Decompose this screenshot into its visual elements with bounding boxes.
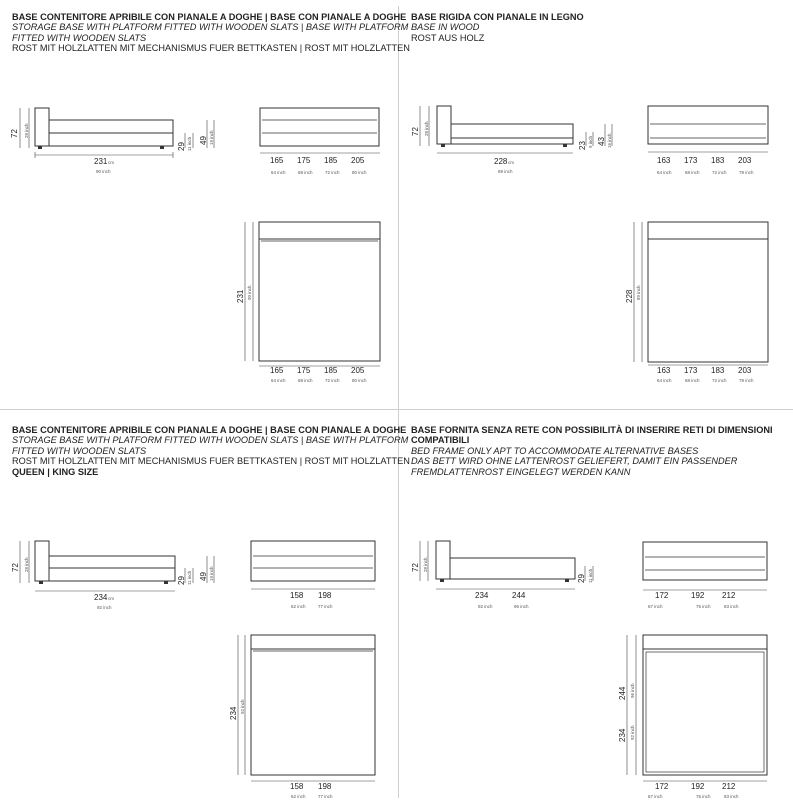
q3-plan-width-in-0: 62 inch [291,794,306,799]
q1-plan-width-in-2: 72 inch [325,378,340,383]
q1-title-en-1: STORAGE BASE WITH PLATFORM FITTED WITH WOODEN SLATS | BASE WITH PLATFORM [12,22,409,33]
q2-title-de: ROST AUS HOLZ [411,32,485,43]
q1-length-label: 231 [94,157,108,166]
q1-plan-width-2: 185 [324,366,338,375]
q4-height-label: 72 [411,563,420,572]
q2-hmid-label: 43 [597,137,606,146]
q1-hlow-inch: 11 inch [187,136,192,151]
q3-width-1: 198 [318,591,332,600]
q2-height-label: 72 [411,127,420,136]
q2-plan-width-in-3: 79 inch [739,378,754,383]
q3-height-label: 72 [11,563,20,572]
q1-plan-width-in-1: 68 inch [298,378,313,383]
q1-title-de: ROST MIT HOLZLATTEN MIT MECHANISMUS FUER BETTKASTEN | ROST MIT HOLZLATTEN [12,43,410,54]
svg-text:cm: cm [108,596,114,601]
q3-side-view [11,541,214,610]
svg-text:cm: cm [108,160,114,165]
svg-text:cm: cm [508,160,514,165]
q4-width-2: 212 [722,591,736,600]
q2-width-1: 173 [684,156,698,165]
q4-length-1: 244 [512,591,526,600]
q2-title-block [411,12,584,43]
q4-plan-width-in-1: 75 inch [696,794,711,799]
q1-plan-width-0: 165 [270,366,284,375]
q1-plan-width-3: 205 [351,366,365,375]
q1-plan-width-1: 175 [297,366,311,375]
q3-hlow-inch: 11 inch [187,570,192,585]
q2-width-3: 203 [738,156,752,165]
q2-width-in-3: 79 inch [739,170,754,175]
q4-width-in-1: 75 inch [696,604,711,609]
q3-plan-width-1: 198 [318,782,332,791]
q3-hlow-label: 29 [177,576,186,585]
q2-plan-width-0: 163 [657,366,671,375]
q2-plan-width-in-2: 72 inch [712,378,727,383]
q2-height-inch: 28 inch [424,121,429,136]
q2-plan-length: 228 [625,289,634,303]
q1-front-view [260,108,380,175]
q3-plan-length: 234 [229,706,238,720]
q3-title-en-1: STORAGE BASE WITH PLATFORM FITTED WITH WOODEN SLATS | BASE WITH PLATFORM [12,435,409,446]
q4-front-view [643,542,767,609]
q3-title-en-2: FITTED WITH WOODEN SLATS [12,445,147,456]
q2-width-0: 163 [657,156,671,165]
q4-plan-width-2: 212 [722,782,736,791]
q1-width-0: 165 [270,156,284,165]
q4-hlow-label: 29 [577,574,586,583]
q3-height-inch: 28 inch [24,557,29,572]
q4-length-0: 234 [475,591,489,600]
q1-title-it: BASE CONTENITORE APRIBILE CON PIANALE A DOGHE | BASE CON PIANALE A DOGHE [12,12,407,22]
q4-plan-width-in-0: 67 inch [648,794,663,799]
q4-plan-length-in-1: 92 inch [630,725,635,740]
q2-width-2: 183 [711,156,725,165]
q1-hmid-label: 49 [199,136,208,145]
q1-width-3: 205 [351,156,365,165]
q4-title-en: BED FRAME ONLY APT TO ACCOMMODATE ALTERNATIVE BASES [411,445,699,456]
q2-plan-width-2: 183 [711,366,725,375]
q3-title-it: BASE CONTENITORE APRIBILE CON PIANALE A DOGHE | BASE CON PIANALE A DOGHE [12,425,407,435]
q1-width-2: 185 [324,156,338,165]
q3-title-size: QUEEN | KING SIZE [12,466,99,477]
q4-hlow-inch: 11 inch [588,568,593,583]
q2-title-it: BASE RIGIDA CON PIANALE IN LEGNO [411,12,584,22]
q1-width-1: 175 [297,156,311,165]
q3-hmid-inch: 19 inch [209,566,214,581]
q4-plan-width-0: 172 [655,782,669,791]
q4-plan-width-1: 192 [691,782,705,791]
q4-title-it-1: BASE FORNITA SENZA RETE CON POSSIBILITÀ DI INSERIRE RETI DI DIMENSIONI [411,425,773,435]
q4-plan-length-0: 244 [618,686,627,700]
q4-plan-length-in-0: 96 inch [630,683,635,698]
q1-hmid-inch: 19 inch [209,130,214,145]
q4-side-view [411,541,593,609]
q2-width-in-0: 64 inch [657,170,672,175]
q4-length-in-1: 96 inch [514,604,529,609]
q3-width-in-0: 62 inch [291,604,306,609]
q3-front-view [251,541,375,609]
q4-plan-view [618,635,767,799]
q1-width-in-3: 80 inch [352,170,367,175]
q1-hlow-label: 29 [177,142,186,151]
q1-plan-width-in-0: 64 inch [271,378,286,383]
q2-hmid-inch: 16 inch [607,133,612,148]
q2-plan-width-3: 203 [738,366,752,375]
q3-length-label: 234 [94,593,108,602]
q2-side-view [411,106,612,174]
q4-width-0: 172 [655,591,669,600]
q2-length-inch: 89 inch [498,169,513,174]
q4-title-it-2: COMPATIBILI [411,435,470,446]
q3-hmid-label: 49 [199,572,208,581]
q2-plan-width-1: 173 [684,366,698,375]
q2-width-in-1: 68 inch [685,170,700,175]
q3-title-de: ROST MIT HOLZLATTEN MIT MECHANISMUS FUER BETTKASTEN | ROST MIT HOLZLATTEN [12,456,410,467]
q1-height-inch: 28 inch [24,123,29,138]
q4-width-1: 192 [691,591,705,600]
q3-length-inch: 92 inch [97,605,112,610]
q2-plan-length-in: 89 inch [636,285,641,300]
q1-plan-length: 231 [236,289,245,303]
q2-plan-width-in-0: 64 inch [657,378,672,383]
q1-height-label: 72 [10,129,19,138]
q3-plan-view [229,635,375,799]
q2-length-label: 228 [494,157,508,166]
q4-width-in-2: 83 inch [724,604,739,609]
q3-plan-length-in: 92 inch [240,699,245,714]
q4-width-in-0: 67 inch [648,604,663,609]
q3-width-0: 158 [290,591,304,600]
q2-plan-view [625,222,768,383]
q3-title-block [12,425,410,477]
q1-title-en-2: FITTED WITH WOODEN SLATS [12,32,147,43]
q1-plan-view [236,222,380,383]
q3-plan-width-0: 158 [290,782,304,791]
q1-plan-length-in: 90 inch [247,285,252,300]
q1-width-in-0: 64 inch [271,170,286,175]
q2-hlow-inch: 9 inch [588,135,593,148]
q2-hlow-label: 23 [578,141,587,150]
q3-width-in-1: 77 inch [318,604,333,609]
q2-title-en: BASE IN WOOD [411,22,480,33]
q1-side-view [10,108,214,174]
q2-front-view [648,106,768,175]
q4-height-inch: 28 inch [423,557,428,572]
q3-plan-width-in-1: 77 inch [318,794,333,799]
q4-title-de-1: DAS BETT WIRD OHNE LATTENROST GELIEFERT, DAMIT EIN PASSENDER [411,456,738,467]
q1-length-inch: 90 inch [96,169,111,174]
q1-width-in-2: 72 inch [325,170,340,175]
q2-width-in-2: 72 inch [712,170,727,175]
q4-plan-width-in-2: 83 inch [724,794,739,799]
q2-plan-width-in-1: 68 inch [685,378,700,383]
q1-plan-width-in-3: 80 inch [352,378,367,383]
q4-plan-length-1: 234 [618,728,627,742]
q4-title-block [411,425,773,477]
q1-width-in-1: 68 inch [298,170,313,175]
q4-length-in-0: 92 inch [478,604,493,609]
q4-title-de-2: FREMDLATTENROST EINGELEGT WERDEN KANN [411,466,631,477]
